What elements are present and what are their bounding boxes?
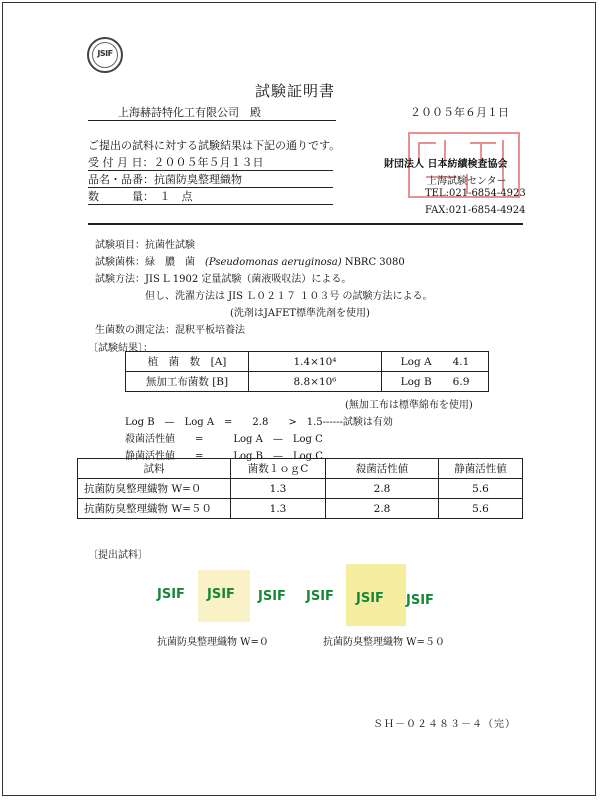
table-row: [78, 499, 523, 519]
test-method-detergent: (洗剤はJAFET標準洗剤を使用): [230, 308, 370, 319]
count-method: 生菌数の測定法：混釈平板培養法: [95, 325, 245, 336]
jsif-logo-seal: JSIF: [87, 37, 123, 73]
test-method: 試験方法：JIS L 1902 定量試験（菌液吸収法）による。: [95, 274, 352, 285]
table-cell: 1.4×10⁴: [249, 352, 382, 372]
sample-mark: JSIF: [207, 587, 235, 602]
table-cell: 抗菌防臭整理織物 W=０: [78, 479, 231, 499]
issuer-fax: FAX:021-6854-4924: [425, 205, 526, 216]
issuer-org: 財団法人 日本紡績検査協会: [384, 159, 508, 170]
document-reference: ＳＨ－０２４８３－４（完）: [373, 719, 516, 730]
table-row: [126, 352, 489, 372]
table-cell: Log B 6.9: [382, 372, 489, 392]
sample-mark: JSIF: [356, 591, 384, 606]
issue-date: ２００５年６月１日: [410, 106, 509, 119]
issuer-center: 上海試験センター: [427, 176, 507, 187]
received-date: 受 付 月 日：２００５年５月１３日: [88, 154, 333, 171]
table-cell: 2.8: [326, 499, 439, 519]
quantity: 数 量： １ 点: [88, 188, 333, 205]
test-strain: 試験菌株：緑 膿 菌 (Pseudomonas aeruginosa) NBRC 3080: [95, 257, 405, 268]
intro-text: ご提出の試料に対する試験結果は下記の通りです。: [88, 139, 341, 152]
table-row: [126, 372, 489, 392]
bactericidal-formula: 殺菌活性値 = Log A — Log C: [125, 434, 323, 445]
test-item: 試験項目：抗菌性試験: [95, 240, 195, 251]
results-note: (無加工布は標準綿布を使用): [345, 400, 473, 411]
section-divider: [88, 223, 523, 225]
issuer-tel: TEL:021-6854-4923: [425, 188, 526, 199]
table-header-row: [78, 459, 523, 479]
header-cell: 殺菌活性値: [326, 459, 439, 479]
table-cell: 植 菌 数 [A]: [126, 352, 249, 372]
header-cell: 静菌活性値: [439, 459, 523, 479]
activity-table: [77, 458, 523, 519]
recipient: 上海赫詩特化工有限公司 殿: [88, 104, 336, 121]
table-cell: 2.8: [326, 479, 439, 499]
table-cell: 5.6: [439, 499, 523, 519]
table-cell: 5.6: [439, 479, 523, 499]
bacteriostatic-formula: 静菌活性値 = Log B — Log C: [125, 451, 323, 462]
inoculum-table: [125, 351, 489, 392]
test-method-washing: 但し、洗濯方法は JIS Ｌ０２１７ １０３号 の試験方法による。: [145, 291, 433, 302]
sample-mark: JSIF: [157, 587, 185, 602]
product-name: 品名・品番：抗菌防臭整理織物: [88, 171, 333, 188]
sample-caption-w0: 抗菌防臭整理織物 W=０: [157, 637, 269, 648]
sample-mark: JSIF: [406, 593, 434, 608]
document-title: 試験証明書: [255, 82, 336, 100]
table-cell: Log A 4.1: [382, 352, 489, 372]
page-border: [2, 2, 596, 796]
sample-mark: JSIF: [306, 589, 334, 604]
validity-formula: Log B — Log A = 2.8 > 1.5------試験は有効: [125, 417, 393, 428]
sample-mark: JSIF: [258, 589, 286, 604]
table-cell: 無加工布菌数 [B]: [126, 372, 249, 392]
results-heading: 〔試験結果〕：: [88, 343, 153, 354]
table-cell: 8.8×10⁶: [249, 372, 382, 392]
table-row: [78, 479, 523, 499]
table-cell: 1.3: [231, 499, 326, 519]
table-cell: 1.3: [231, 479, 326, 499]
samples-heading: 〔提出試料〕: [88, 550, 148, 561]
header-cell: 試料: [78, 459, 231, 479]
header-cell: 菌数１ｏｇC: [231, 459, 326, 479]
sample-caption-w50: 抗菌防臭整理織物 W=５０: [323, 637, 445, 648]
table-cell: 抗菌防臭整理織物 W=５０: [78, 499, 231, 519]
